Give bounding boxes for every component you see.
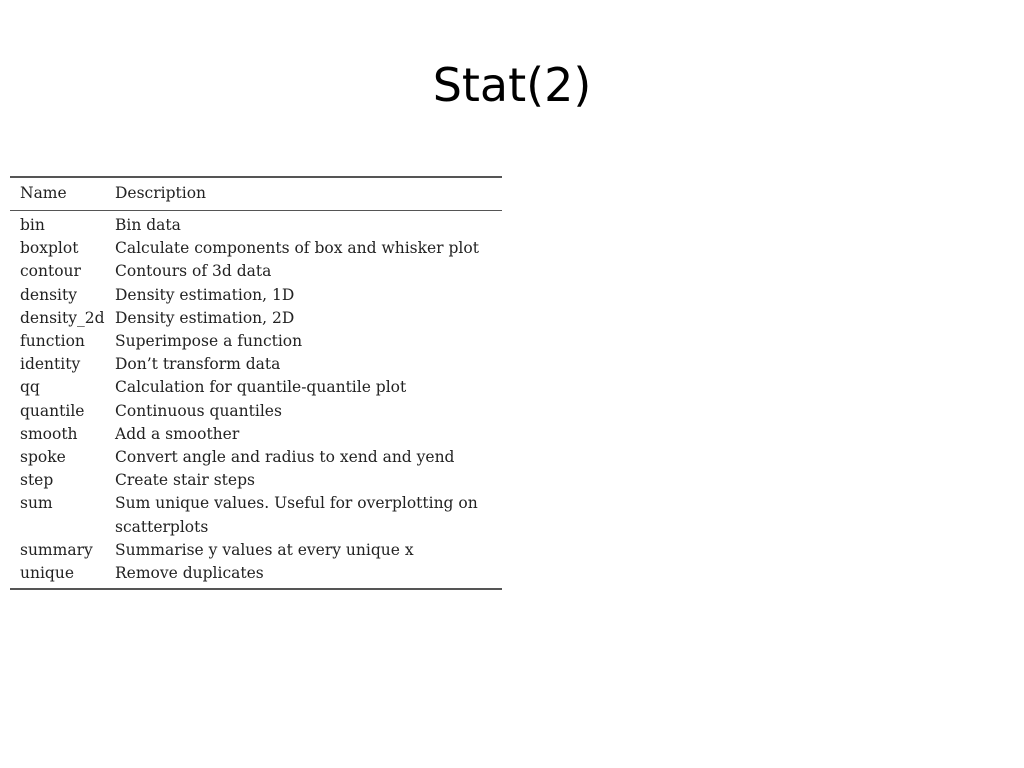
table-row	[10, 307, 502, 330]
header-description: Description	[115, 184, 207, 203]
row-description: Density estimation, 2D	[115, 308, 295, 327]
row-name: step	[20, 471, 54, 490]
table-row	[10, 237, 502, 260]
table-row	[10, 492, 502, 538]
row-name: boxplot	[20, 239, 79, 258]
row-description: Calculate components of box and whisker plot	[115, 239, 479, 258]
row-name: smooth	[20, 424, 78, 443]
row-name: function	[20, 332, 85, 351]
table-row	[10, 469, 502, 492]
row-name: bin	[20, 216, 45, 234]
row-description: Add a smoother	[115, 424, 240, 443]
row-description: Remove duplicates	[115, 564, 264, 583]
row-name: identity	[20, 355, 81, 374]
table-row	[10, 446, 502, 469]
row-name: spoke	[20, 448, 66, 467]
row-description: Bin data	[115, 216, 181, 234]
row-name: density	[20, 285, 77, 304]
row-description: Calculation for quantile-quantile plot	[115, 378, 407, 397]
row-description: Continuous quantiles	[115, 401, 282, 420]
row-name: density_2d	[20, 308, 105, 327]
table-bottom-rule	[10, 588, 502, 590]
row-description: Convert angle and radius to xend and yend	[115, 448, 455, 467]
header-name: Name	[20, 184, 67, 203]
row-name: sum	[20, 494, 53, 513]
table-row	[10, 260, 502, 283]
table-row	[10, 376, 502, 399]
table-row	[10, 539, 502, 562]
table-row	[10, 353, 502, 376]
row-description: Don’t transform data	[115, 355, 281, 374]
row-name: unique	[20, 564, 75, 583]
row-description: Sum unique values. Useful for overplotting on scatterplots	[115, 494, 478, 536]
row-description: Create stair steps	[115, 471, 255, 490]
row-name: qq	[20, 378, 40, 397]
row-name: quantile	[20, 401, 85, 420]
row-description: Summarise y values at every unique x	[115, 540, 414, 559]
row-name: contour	[20, 262, 81, 281]
table-row	[10, 330, 502, 353]
slide-title: Stat(2)	[432, 58, 592, 112]
table-body	[10, 211, 502, 588]
table-header-row	[10, 178, 502, 210]
row-description: Contours of 3d data	[115, 262, 272, 281]
table-row	[10, 400, 502, 423]
row-name: summary	[20, 540, 93, 559]
stat-table	[10, 176, 502, 590]
table-row	[10, 562, 502, 585]
row-description: Superimpose a function	[115, 332, 303, 351]
table-row	[10, 284, 502, 307]
row-description: Density estimation, 1D	[115, 285, 295, 304]
table-row	[10, 214, 502, 237]
table-row	[10, 423, 502, 446]
